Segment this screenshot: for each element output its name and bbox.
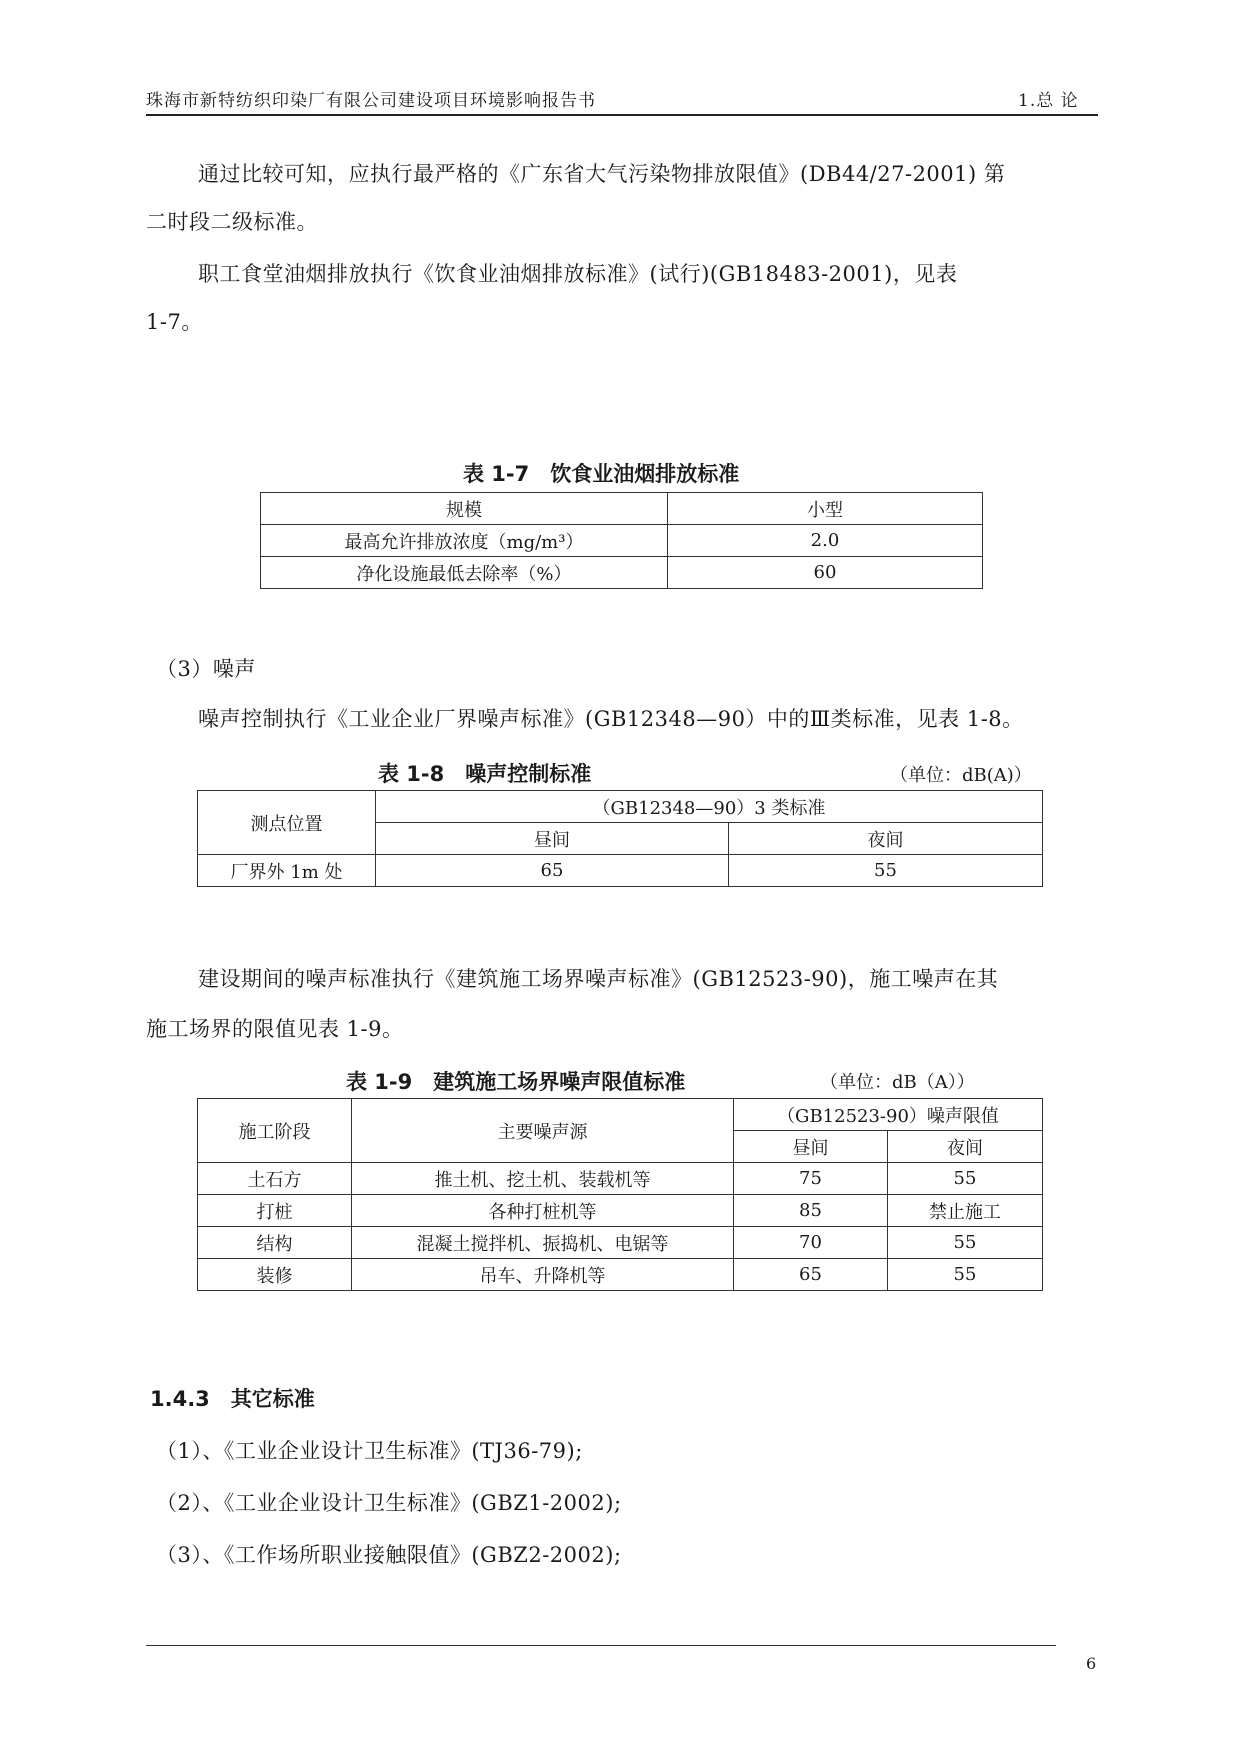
table-cell: 结构	[198, 1227, 352, 1259]
list-item: （3）、《工作场所职业接触限值》(GBZ2-2002);	[156, 1543, 622, 1567]
table-row	[198, 1259, 1043, 1291]
table-cell: 70	[734, 1227, 888, 1259]
table-cell: 混凝土搅拌机、振捣机、电锯等	[352, 1227, 734, 1259]
table-1-7	[260, 492, 983, 589]
list-item: （1）、《工业企业设计卫生标准》(TJ36-79);	[156, 1439, 583, 1463]
paragraph-line: 二时段二级标准。	[146, 210, 318, 234]
table-row	[198, 1163, 1043, 1195]
table-caption: 表 1-8 噪声控制标准	[378, 762, 592, 786]
table-cell: 65	[376, 855, 729, 887]
table-unit: （单位：dB(A)）	[890, 765, 1032, 786]
table-caption: 表 1-7 饮食业油烟排放标准	[463, 462, 740, 486]
header-chapter: 1.总 论	[1018, 91, 1079, 111]
table-cell: 55	[888, 1259, 1043, 1291]
paragraph-line: 噪声控制执行《工业企业厂界噪声标准》(GB12348—90）中的Ⅲ类标准，见表 1-8。	[198, 707, 1024, 731]
table-header-row	[198, 791, 1043, 823]
table-header-cell: 测点位置	[198, 791, 376, 855]
table-cell: 禁止施工	[888, 1195, 1043, 1227]
table-cell: 各种打桩机等	[352, 1195, 734, 1227]
header-rule	[146, 114, 1098, 116]
table-cell: 最高允许排放浓度（mg/m³）	[261, 525, 668, 557]
table-header-row	[261, 493, 983, 525]
table-header-cell: （GB12523-90）噪声限值	[734, 1099, 1043, 1131]
table-header-cell: 夜间	[729, 823, 1043, 855]
table-cell: 2.0	[668, 525, 983, 557]
table-cell: 60	[668, 557, 983, 589]
table-row	[198, 855, 1043, 887]
subheading: （3）噪声	[156, 657, 256, 681]
paragraph-line: 1-7。	[146, 310, 203, 334]
table-unit: （单位：dB（A））	[820, 1072, 975, 1093]
table-cell: 75	[734, 1163, 888, 1195]
table-cell: 装修	[198, 1259, 352, 1291]
table-cell: 推土机、挖土机、装载机等	[352, 1163, 734, 1195]
table-row	[198, 1195, 1043, 1227]
table-cell: 55	[729, 855, 1043, 887]
paragraph-line: 职工食堂油烟排放执行《饮食业油烟排放标准》(试行)(GB18483-2001)，见表	[198, 262, 958, 286]
table-1-8	[197, 790, 1043, 887]
header-title: 珠海市新特纺织印染厂有限公司建设项目环境影响报告书	[146, 91, 596, 111]
table-header-cell: 施工阶段	[198, 1099, 352, 1163]
table-cell: 吊车、升降机等	[352, 1259, 734, 1291]
table-header-cell: 主要噪声源	[352, 1099, 734, 1163]
table-row	[198, 1227, 1043, 1259]
table-caption: 表 1-9 建筑施工场界噪声限值标准	[346, 1070, 686, 1094]
paragraph-line: 施工场界的限值见表 1-9。	[146, 1017, 404, 1041]
table-header-row	[198, 1099, 1043, 1131]
footer-rule	[146, 1645, 1056, 1646]
table-cell: 净化设施最低去除率（%）	[261, 557, 668, 589]
table-1-9	[197, 1098, 1043, 1291]
table-row	[261, 525, 983, 557]
table-row	[261, 557, 983, 589]
table-cell: 55	[888, 1163, 1043, 1195]
list-item: （2）、《工业企业设计卫生标准》(GBZ1-2002);	[156, 1491, 622, 1515]
table-header-cell: 昼间	[734, 1131, 888, 1163]
table-header-cell: 昼间	[376, 823, 729, 855]
page-number: 6	[1086, 1654, 1097, 1673]
table-cell: 85	[734, 1195, 888, 1227]
table-header-cell: 小型	[668, 493, 983, 525]
table-cell: 打桩	[198, 1195, 352, 1227]
table-header-cell: 夜间	[888, 1131, 1043, 1163]
table-cell: 55	[888, 1227, 1043, 1259]
section-heading: 1.4.3 其它标准	[150, 1387, 315, 1411]
table-header-cell: （GB12348—90）3 类标准	[376, 791, 1043, 823]
table-cell: 土石方	[198, 1163, 352, 1195]
paragraph-line: 建设期间的噪声标准执行《建筑施工场界噪声标准》(GB12523-90)，施工噪声在其	[198, 967, 999, 991]
paragraph-line: 通过比较可知，应执行最严格的《广东省大气污染物排放限值》(DB44/27-2001) 第	[198, 162, 1006, 186]
table-cell: 厂界外 1m 处	[198, 855, 376, 887]
table-cell: 65	[734, 1259, 888, 1291]
table-header-cell: 规模	[261, 493, 668, 525]
